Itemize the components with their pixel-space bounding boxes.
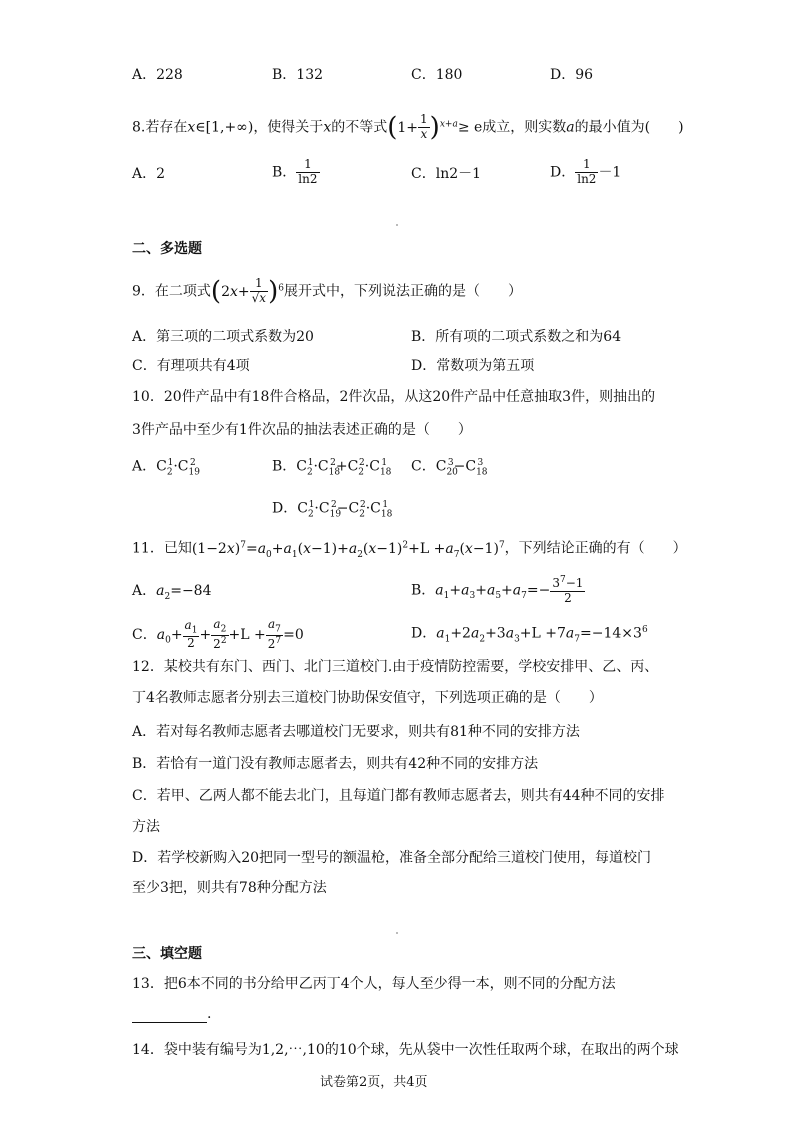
q10-option-a: A．$C_2^1\cdot C_{19}^2$ <box>132 458 200 478</box>
section-heading-fill-in: 三、填空题 <box>132 946 202 962</box>
q7-option-a: A．228 <box>132 67 183 83</box>
question-13: 13．把6本不同的书分给甲乙丙丁4个人，每人至少得一本，则不同的分配方法 <box>132 976 616 992</box>
question-12-line-1: 12．某校共有东门、西门、北门三道校门.由于疫情防控需要，学校安排甲、乙、丙、 <box>132 659 659 675</box>
q9-option-a: A．第三项的二项式系数为20 <box>132 329 314 345</box>
q12-option-d-line-2: 至少3把，则共有78种分配方法 <box>132 880 327 896</box>
question-11: 11．已知$(1-2x)^7=a_0+a_1(x-1)+a_2(x-1)^2+L +a_7(x-1)^7$，下列结论正确的有（ ） <box>132 540 687 560</box>
q8-option-b: B． $\frac{1}{\ln 2}$ <box>272 157 318 186</box>
q10-option-b: B．$C_2^1\cdot C_{18}^2+C_2^2\cdot C_{18}^1$ <box>272 458 392 478</box>
q11-option-b: B．$a_1+a_3+a_5+a_7=-$ $\frac{3^7-1}{2}$ <box>411 575 584 605</box>
q9-formula: (2x+ $\frac{1}{√x}$ )$^6$ <box>210 276 284 306</box>
q12-option-d-line-1: D．若学校新购入20把同一型号的额温枪，准备全部分配给三道校门使用，每道校门 <box>132 850 652 866</box>
q7-option-d: D．96 <box>550 67 594 83</box>
q13-answer-blank[interactable]: . <box>132 1006 211 1023</box>
q12-option-c-line-2: 方法 <box>132 819 160 835</box>
question-12-line-2: 丁4名教师志愿者分别去三道校门协助保安值守，下列选项正确的是（ ） <box>132 690 603 706</box>
q10-option-c: C．$C_{20}^3-C_{18}^3$ <box>411 458 488 478</box>
q7-option-c: C．180 <box>411 67 463 83</box>
q9-option-d: D．常数项为第五项 <box>411 358 535 374</box>
q7-option-b: B．132 <box>272 67 324 83</box>
q8-formula: (1+ $\frac{1}{x}$ )$^{x+a}$ <box>387 112 458 142</box>
q12-option-c-line-1: C．若甲、乙两人都不能去北门，且每道门都有教师志愿者去，则共有44种不同的安排 <box>132 788 665 804</box>
q8-option-a: A．2 <box>132 166 166 182</box>
question-10-line-2: 3件产品中至少有1件次品的抽法表述正确的是（ ） <box>132 422 472 438</box>
q10-option-d: D．$C_2^1\cdot C_{19}^2-C_2^2\cdot C_{18}^1$ <box>272 500 393 520</box>
q11-option-d: D．$a_1+2a_2+3a_3+L +7a_7=-14\times 3^6$ <box>411 625 648 645</box>
q11-formula: $(1-2x)^7=a_0+a_1(x-1)+a_2(x-1)^2+L +a_7(x-1)^7$ <box>191 540 505 560</box>
q8-option-c: C．ln2－1 <box>411 166 482 182</box>
question-8: 8.若存在x∈[1,+∞)，使得关于x的不等式(1+ $\frac{1}{x}$ )$^{x+a}$≥ e成立，则实数a的最小值为( ) <box>132 112 684 142</box>
q8-option-d: D． $\frac{1}{\ln 2}$ －1 <box>550 157 622 186</box>
section-heading-multiple-choice: 二、多选题 <box>132 241 202 257</box>
question-9: 9．在二项式(2x+ $\frac{1}{√x}$ )$^6$展开式中，下列说法正确的是（ ） <box>132 276 522 306</box>
q11-option-a: A．$a_2=-84$ <box>132 583 212 602</box>
q12-option-a: A．若对每名教师志愿者去哪道校门无要求，则共有81种不同的安排方法 <box>132 724 580 740</box>
question-10-line-1: 10．20件产品中有18件合格品，2件次品，从这20件产品中任意抽取3件，则抽出的 <box>132 389 656 405</box>
q12-option-b: B．若恰有一道门没有教师志愿者去，则共有42种不同的安排方法 <box>132 756 539 772</box>
page-footer: 试卷第2页，共4页 <box>320 1075 428 1090</box>
q11-option-c: C．$a_0+$ $\frac{a_1}{2}$ + $\frac{a_2}{2^2}$ +L + $\frac{a_7}{2^7}$ =0 <box>132 617 304 651</box>
q9-option-b: B．所有项的二项式系数之和为64 <box>411 329 622 345</box>
q9-option-c: C．有理项共有4项 <box>132 358 250 374</box>
question-14: 14．袋中装有编号为1,2,⋯,10的10个球，先从袋中一次性任取两个球，在取出的两个球 <box>132 1042 679 1058</box>
